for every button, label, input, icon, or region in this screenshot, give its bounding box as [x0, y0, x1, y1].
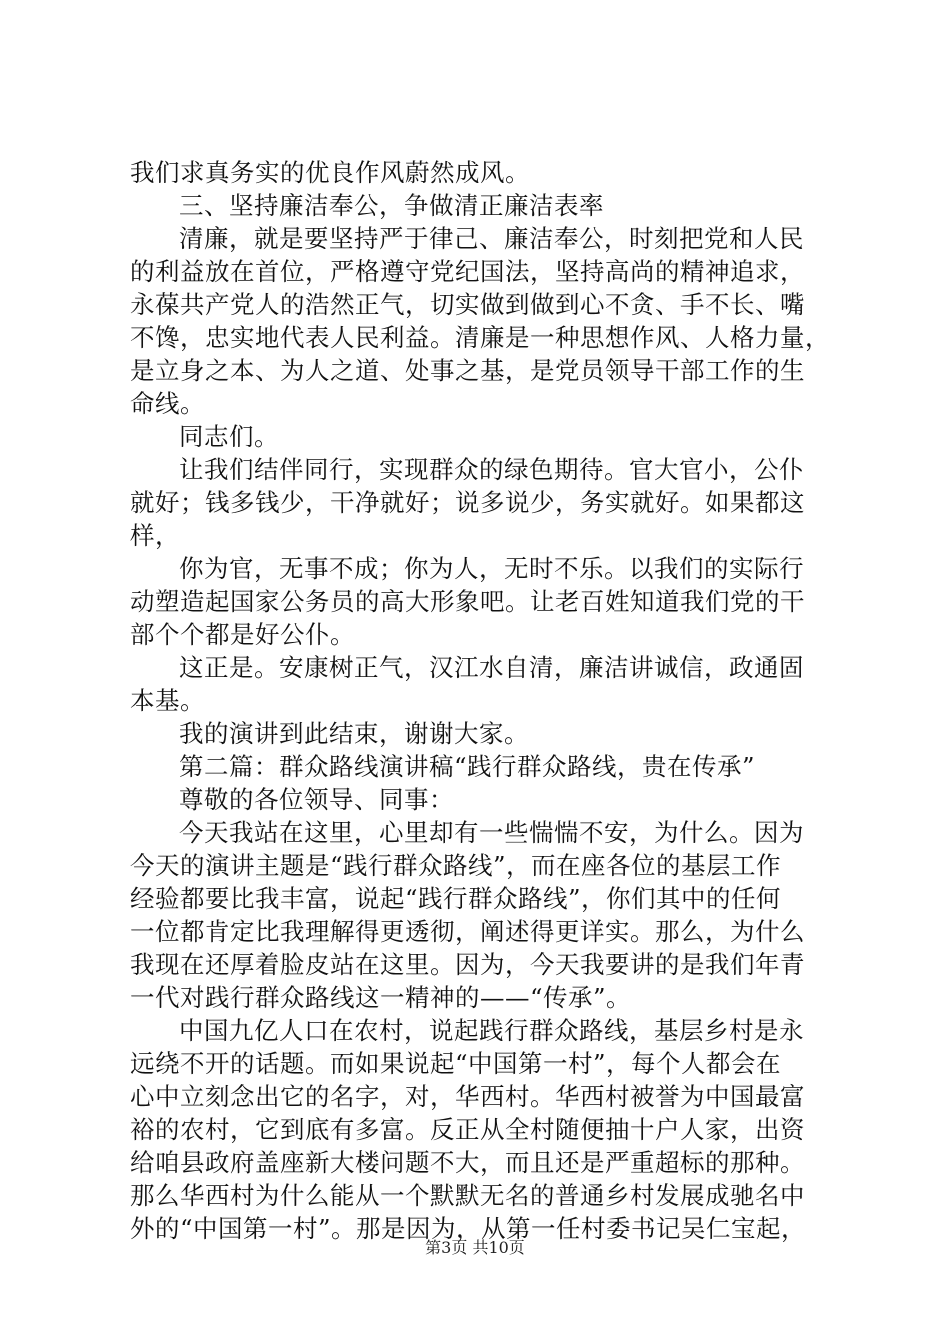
text-line: 你为官，无事不成；你为人，无时不乐。以我们的实际行	[179, 554, 804, 583]
text-line: 命线。	[130, 389, 205, 418]
text-line: 不馋，忠实地代表人民利益。清廉是一种思想作风、人格力量，	[130, 323, 830, 352]
text-line: 部个个都是好公仆。	[130, 620, 355, 649]
text-line: 三、坚持廉洁奉公，争做清正廉洁表率	[179, 191, 604, 220]
text-line: 给咱县政府盖座新大楼问题不大，而且还是严重超标的那种。	[130, 1148, 805, 1177]
text-line: 一位都肯定比我理解得更透彻，阐述得更详实。那么，为什么	[130, 917, 805, 946]
text-line: 那么华西村为什么能从一个默默无名的普通乡村发展成驰名中	[130, 1181, 805, 1210]
text-line: 是立身之本、为人之道、处事之基，是党员领导干部工作的生	[130, 356, 805, 385]
text-line: 我现在还厚着脸皮站在这里。因为，今天我要讲的是我们年青	[130, 950, 805, 979]
text-line: 样，	[130, 521, 180, 550]
text-line: 让我们结伴同行，实现群众的绿色期待。官大官小，公仆	[179, 455, 804, 484]
page-footer: 第3页 共10页	[425, 1238, 525, 1257]
text-line: 本基。	[130, 686, 205, 715]
text-line: 清廉，就是要坚持严于律己、廉洁奉公，时刻把党和人民	[179, 224, 804, 253]
text-line: 我们求真务实的优良作风蔚然成风。	[130, 158, 530, 187]
text-line: 就好；钱多钱少，干净就好；说多说少，务实就好。如果都这	[130, 488, 805, 517]
text-line: 裕的农村，它到底有多富。反正从全村随便抽十户人家，出资	[130, 1115, 805, 1144]
text-line: 今天我站在这里，心里却有一些惴惴不安，为什么。因为	[179, 818, 804, 847]
text-line: 动塑造起国家公务员的高大形象吧。让老百姓知道我们党的干	[130, 587, 805, 616]
text-line: 同志们。	[179, 422, 279, 451]
text-line: 一代对践行群众路线这一精神的——“传承”。	[130, 983, 632, 1012]
text-line: 外的“中国第一村”。那是因为，从第一任村委书记吴仁宝起，	[130, 1214, 807, 1243]
text-line: 第二篇：群众路线演讲稿“践行群众路线，贵在传承”	[179, 752, 756, 781]
text-line: 的利益放在首位，严格遵守党纪国法，坚持高尚的精神追求，	[130, 257, 805, 286]
text-line: 中国九亿人口在农村，说起践行群众路线，基层乡村是永	[179, 1016, 804, 1045]
text-line: 心中立刻念出它的名字，对，华西村。华西村被誉为中国最富	[130, 1082, 805, 1111]
text-line: 尊敬的各位领导、同事：	[179, 785, 454, 814]
text-line: 我的演讲到此结束，谢谢大家。	[179, 719, 529, 748]
text-line: 今天的演讲主题是“践行群众路线”，而在座各位的基层工作	[130, 851, 782, 880]
text-line: 永葆共产党人的浩然正气，切实做到做到心不贪、手不长、嘴	[130, 290, 805, 319]
text-line: 远绕不开的话题。而如果说起“中国第一村”，每个人都会在	[130, 1049, 782, 1078]
text-line: 经验都要比我丰富，说起“践行群众路线”，你们其中的任何	[130, 884, 782, 913]
text-line: 这正是。安康树正气，汉江水自清，廉洁讲诚信，政通固	[179, 653, 804, 682]
document-body	[130, 156, 835, 1245]
